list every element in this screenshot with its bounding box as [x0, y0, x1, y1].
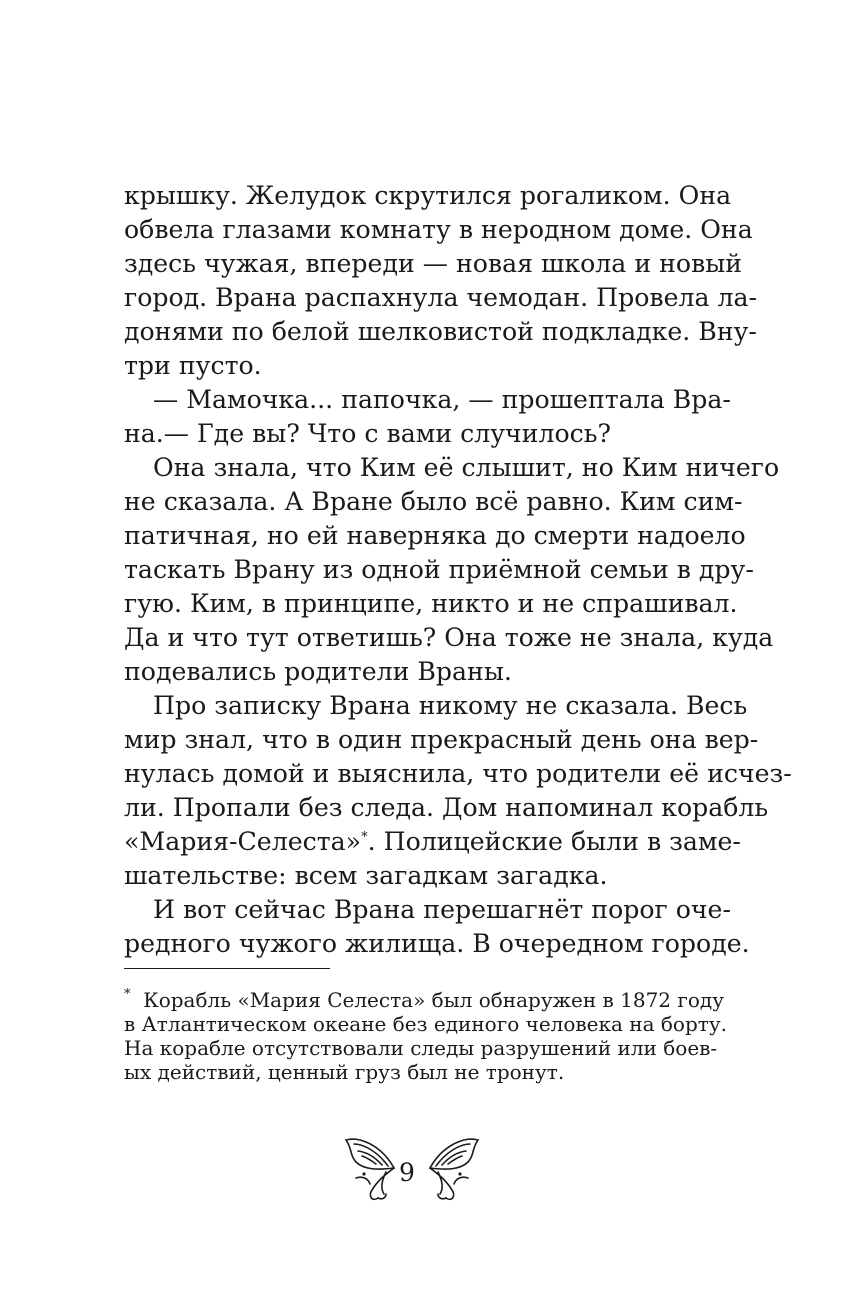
text-line: обвела глазами комнату в неродном доме. Она: [124, 215, 753, 244]
text-line: подевались родители Враны.: [124, 657, 512, 686]
text-line: мир знал, что в один прекрасный день она вер-: [124, 725, 759, 754]
text-line: нулась домой и выяснила, что родители её исчез-: [124, 759, 792, 788]
footnote-line: ых действий, ценный груз был не тронут.: [124, 1060, 565, 1084]
footnote-reference-marker: *: [361, 830, 368, 845]
ship-name-text: «Мария-Селеста»: [124, 827, 362, 856]
text-line: — Мамочка... папочка, — прошептала Вра-: [153, 385, 731, 414]
text-line: крышку. Желудок скрутился рогаликом. Она: [124, 181, 732, 210]
text-line: ли. Пропали без следа. Дом напоминал корабль: [124, 793, 769, 822]
page-number: 9: [399, 1158, 415, 1187]
butterfly-wing-ornament-icon: [424, 1134, 482, 1206]
footnote-divider: [124, 968, 330, 969]
footnote-text: Корабль «Мария Селеста» был обнаружен в 1872 году: [143, 988, 724, 1012]
text-line: донями по белой шелковистой подкладке. Вну-: [124, 317, 757, 346]
text-line: на.— Где вы? Что с вами случилось?: [124, 419, 611, 448]
text-line: не сказала. А Вране было всё равно. Ким сим-: [124, 487, 743, 516]
text-line: Да и что тут ответишь? Она тоже не знала, куда: [124, 623, 774, 652]
text-line: три пусто.: [124, 351, 262, 380]
text-line: И вот сейчас Врана перешагнёт порог оче-: [153, 895, 731, 924]
footnote-line: На корабле отсутствовали следы разрушений или боев-: [124, 1036, 718, 1060]
text-line: редного чужого жилища. В очередном городе.: [124, 929, 750, 958]
text-line: таскать Врану из одной приёмной семьи в дру-: [124, 555, 754, 584]
text-line: город. Врана распахнула чемодан. Провела ла-: [124, 283, 758, 312]
text-continuation: . Полицейские были в заме-: [367, 827, 741, 856]
footnote-marker: *: [124, 987, 131, 1002]
text-line: Она знала, что Ким её слышит, но Ким ничего: [153, 453, 780, 482]
text-line: здесь чужая, впереди — новая школа и новый: [124, 249, 743, 278]
text-line: [124, 825, 741, 859]
text-line: патичная, но ей наверняка до смерти надоело: [124, 521, 746, 550]
text-line: Про записку Врана никому не сказала. Весь: [153, 691, 748, 720]
page-folio: [0, 1150, 844, 1210]
text-line: шательстве: всем загадкам загадка.: [124, 861, 608, 890]
footnote-line: в Атлантическом океане без единого человека на борту.: [124, 1012, 727, 1036]
footnote-line: [124, 987, 724, 1012]
text-line: гую. Ким, в принципе, никто и не спрашивал.: [124, 589, 738, 618]
